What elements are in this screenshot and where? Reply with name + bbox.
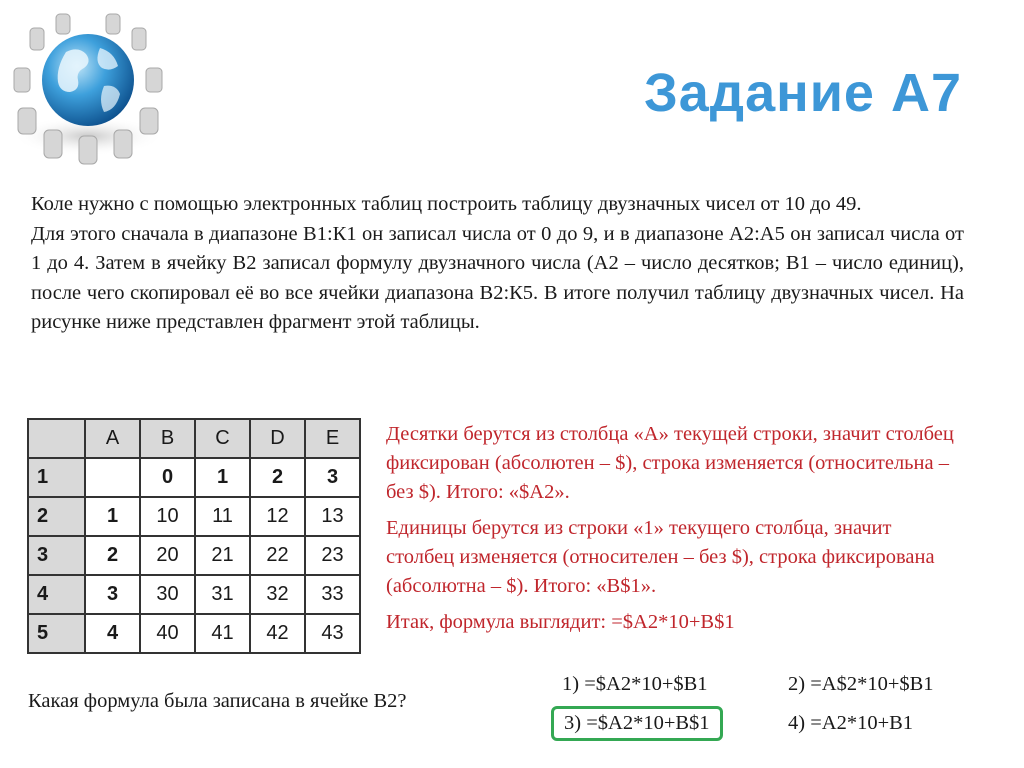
task-paragraph-1: Коле нужно с помощью электронных таблиц построить таблицу двузначных чисел от 10 до 49. [31, 193, 862, 215]
row-header: 5 [28, 614, 85, 653]
table-cell: 43 [305, 614, 360, 653]
result-prefix: Итак, формула выглядит: [386, 611, 612, 633]
table-cell: 21 [195, 536, 250, 575]
table-cell: 3 [305, 458, 360, 497]
table-cell: 22 [250, 536, 305, 575]
table-cell: 4 [85, 614, 140, 653]
table-row [28, 536, 360, 575]
task-statement [31, 190, 964, 338]
answer-option-3-correct[interactable]: 3) =$A2*10+B$1 [551, 706, 723, 741]
column-header: B [140, 419, 195, 458]
table-cell: 42 [250, 614, 305, 653]
table-cell: 10 [140, 497, 195, 536]
task-paragraph-2: Для этого сначала в диапазоне В1:К1 он записал числа от 0 до 9, и в диапазоне А2:А5 он записал числа от 1 до 4. Затем в ячейку В2 записал формулу двузначного числа (А2 – число десятков; В1 – число единиц), после чего скопировал её во все ячейки диапазона В2:К5. В итоге получил таблицу двузначных чисел. На рисунке ниже представлен фрагмент этой таблицы. [31, 222, 964, 333]
explanation-tens: Десятки берутся из столбца «А» текущей строки, значит столбец фиксирован (абсолютен – $), строка изменяется (относительна – без $). Итого: «$A2». [386, 423, 954, 503]
column-header: A [85, 419, 140, 458]
table-cell: 23 [305, 536, 360, 575]
slide-title: Задание А7 [643, 63, 962, 123]
question-text: Какая формула была записана в ячейке В2? [28, 690, 407, 712]
corner-cell [28, 419, 85, 458]
column-header: D [250, 419, 305, 458]
solution-explanation [386, 420, 956, 644]
result-formula: =$A2*10+B$1 [611, 611, 735, 633]
explanation-result [386, 608, 956, 637]
table-cell: 3 [85, 575, 140, 614]
explanation-units: Единицы берутся из строки «1» текущего столбца, значит столбец изменяется (относителен – без $), строка фиксирована (абсолютна – $). Итого: «B$1». [386, 517, 935, 597]
table-cell: 12 [250, 497, 305, 536]
table-cell: 1 [195, 458, 250, 497]
table-cell: 2 [250, 458, 305, 497]
table-cell: 30 [140, 575, 195, 614]
table-cell: 31 [195, 575, 250, 614]
answer-option-4[interactable]: 4) =A2*10+B1 [788, 712, 914, 734]
table-row [28, 575, 360, 614]
row-header: 2 [28, 497, 85, 536]
answer-option-1[interactable]: 1) =$A2*10+$B1 [562, 673, 708, 695]
answer-option-2[interactable]: 2) =A$2*10+$B1 [788, 673, 934, 695]
table-cell: 40 [140, 614, 195, 653]
column-header: E [305, 419, 360, 458]
table-cell: 41 [195, 614, 250, 653]
table-cell: 2 [85, 536, 140, 575]
table-cell: 32 [250, 575, 305, 614]
table-cell: 20 [140, 536, 195, 575]
globe-chairs-logo-icon [8, 8, 168, 168]
row-header: 1 [28, 458, 85, 497]
table-cell: 11 [195, 497, 250, 536]
row-header: 4 [28, 575, 85, 614]
table-cell: 33 [305, 575, 360, 614]
table-cell: 1 [85, 497, 140, 536]
table-cell [85, 458, 140, 497]
table-cell: 0 [140, 458, 195, 497]
table-cell: 13 [305, 497, 360, 536]
table-row [28, 458, 360, 497]
table-row [28, 497, 360, 536]
table-row [28, 614, 360, 653]
row-header: 3 [28, 536, 85, 575]
spreadsheet-fragment [27, 418, 361, 654]
header-row [28, 419, 360, 458]
column-header: C [195, 419, 250, 458]
